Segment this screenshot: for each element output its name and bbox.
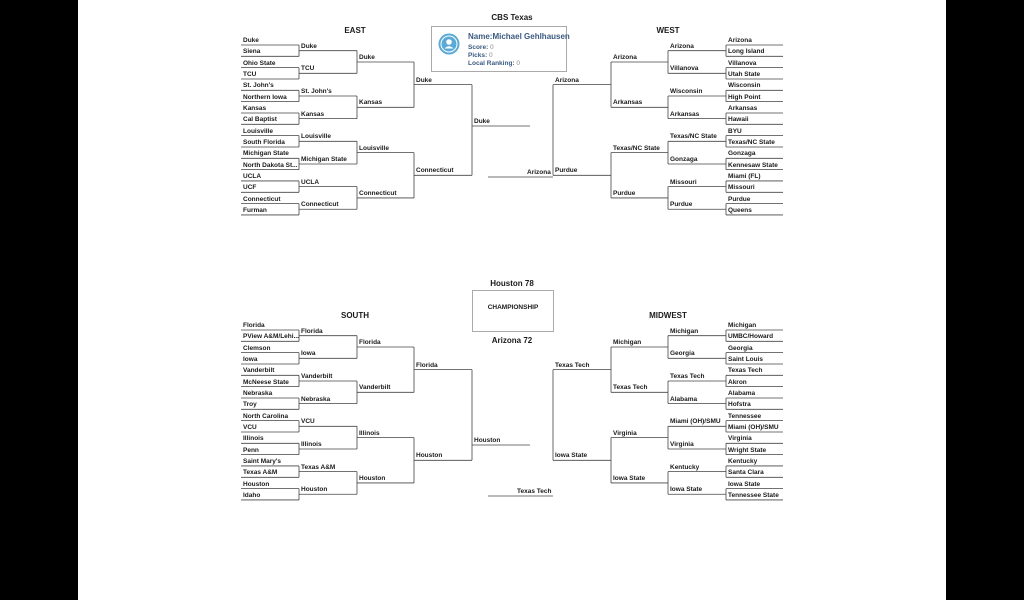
south-e8-team[interactable]: Florida [416, 361, 438, 369]
east-r64-team[interactable]: North Dakota St... [243, 161, 298, 169]
south-s16-team[interactable]: Florida [359, 338, 381, 346]
user-local-ranking: Local Ranking: 0 [468, 60, 521, 67]
midwest-r64-team[interactable]: Alabama [728, 389, 756, 397]
south-r32-team[interactable]: Florida [301, 327, 323, 335]
south-r64-team[interactable]: Penn [243, 446, 259, 454]
east-r64-team[interactable]: Connecticut [243, 195, 281, 203]
midwest-r32-team[interactable]: Virginia [670, 440, 694, 448]
east-e8-team[interactable]: Connecticut [416, 167, 454, 175]
east-s16-team[interactable]: Kansas [359, 99, 383, 107]
west-r32-team[interactable]: Purdue [670, 201, 693, 209]
east-r32-team[interactable]: Michigan State [301, 155, 347, 163]
midwest-r64-team[interactable]: Saint Louis [728, 355, 764, 363]
championship-bottom-score: Arizona 72 [491, 336, 533, 345]
east-r64-team[interactable]: Ohio State [243, 59, 276, 67]
east-r32-team[interactable]: Duke [301, 42, 317, 50]
west-r64-team[interactable]: Hawaii [728, 116, 749, 124]
midwest-s16-team[interactable]: Virginia [613, 429, 637, 437]
east-r32-team[interactable]: Connecticut [301, 201, 339, 209]
west-r32-team[interactable]: Villanova [670, 65, 699, 73]
region-south-header: SOUTH [341, 311, 369, 320]
east-r32-team[interactable]: UCLA [301, 178, 320, 186]
south-r64-team[interactable]: Florida [243, 322, 265, 329]
west-s16-team[interactable]: Purdue [613, 189, 636, 197]
south-e8-team[interactable]: Houston [416, 452, 443, 460]
south-r64-team[interactable]: Troy [243, 401, 257, 409]
championship-box[interactable] [472, 290, 554, 332]
midwest-r64-team[interactable]: Michigan [728, 322, 757, 329]
west-r32-team[interactable]: Arizona [670, 42, 694, 50]
east-r32-team[interactable]: TCU [301, 65, 315, 73]
west-r64-team[interactable]: Kennesaw State [728, 161, 778, 169]
midwest-r64-team[interactable]: Georgia [728, 344, 753, 352]
south-r64-team[interactable]: Texas A&M [243, 469, 278, 477]
west-r64-team[interactable]: Arkansas [728, 104, 758, 112]
east-r64-team[interactable]: Michigan State [243, 150, 289, 158]
south-r32-team[interactable]: VCU [301, 418, 315, 426]
midwest-r64-team[interactable]: Kentucky [728, 457, 758, 465]
east-r32-team[interactable]: Kansas [301, 110, 325, 118]
final-four-east[interactable]: Duke [474, 118, 490, 125]
south-r32-team[interactable]: Vanderbilt [301, 372, 333, 380]
east-s16-team[interactable]: Connecticut [359, 189, 397, 197]
east-s16-team[interactable]: Duke [359, 53, 375, 61]
south-r32-team[interactable]: Iowa [301, 350, 316, 358]
south-s16-team[interactable]: Illinois [359, 429, 380, 437]
midwest-r64-team[interactable]: UMBC/Howard [728, 333, 774, 341]
championship-label: CHAMPIONSHIP [487, 304, 539, 311]
west-r64-team[interactable]: Utah State [728, 70, 761, 78]
east-r64-team[interactable]: TCU [243, 70, 257, 78]
midwest-r32-team[interactable]: Miami (OH)/SMU [670, 418, 721, 426]
west-r64-team[interactable]: Arizona [728, 37, 752, 44]
east-r64-team[interactable]: Duke [243, 37, 259, 44]
west-s16-team[interactable]: Arizona [613, 53, 637, 61]
south-r64-team[interactable]: North Carolina [243, 412, 289, 420]
south-r64-team[interactable]: Saint Mary's [243, 457, 282, 465]
west-r64-team[interactable]: Miami (FL) [728, 172, 761, 180]
south-r64-team[interactable]: Iowa [243, 355, 258, 363]
user-picks: Picks: 0 [468, 52, 493, 59]
west-r64-team[interactable]: Gonzaga [728, 150, 756, 158]
south-r64-team[interactable]: Houston [243, 480, 270, 488]
east-r64-team[interactable]: Siena [243, 48, 261, 56]
west-e8-team[interactable]: Arizona [555, 76, 579, 84]
midwest-s16-team[interactable]: Iowa State [613, 474, 646, 482]
south-r64-team[interactable]: Illinois [243, 435, 264, 443]
user-name: Name:Michael Gehlhausen [468, 32, 570, 41]
midwest-e8-team[interactable]: Iowa State [555, 452, 588, 460]
east-r64-team[interactable]: St. John's [243, 82, 274, 90]
west-r64-team[interactable]: High Point [728, 93, 761, 101]
midwest-r64-team[interactable]: Tennessee State [728, 491, 779, 499]
midwest-r64-team[interactable]: Hofstra [728, 401, 751, 409]
east-r64-team[interactable]: Furman [243, 206, 267, 214]
east-r64-team[interactable]: Louisville [243, 127, 273, 135]
west-r64-team[interactable]: Wisconsin [728, 82, 761, 90]
midwest-s16-team[interactable]: Michigan [613, 338, 642, 346]
final-four-south[interactable]: Houston [474, 437, 501, 444]
west-r32-team[interactable]: Arkansas [670, 110, 700, 118]
south-r32-team[interactable]: Texas A&M [301, 463, 336, 471]
championship-top-score: Houston 78 [490, 279, 534, 288]
final-four-midwest[interactable]: Texas Tech [517, 488, 552, 495]
east-r32-team[interactable]: Louisville [301, 133, 331, 141]
south-r64-team[interactable]: PView A&M/Lehi... [243, 333, 299, 341]
east-r32-team[interactable]: St. John's [301, 87, 332, 95]
south-s16-team[interactable]: Vanderbilt [359, 384, 391, 392]
midwest-r64-team[interactable]: Akron [728, 378, 747, 386]
bracket-title: CBS Texas [491, 13, 533, 22]
user-info-card [431, 26, 570, 72]
south-r64-team[interactable]: Nebraska [243, 389, 273, 397]
east-r64-team[interactable]: Northern Iowa [243, 93, 287, 101]
south-r64-team[interactable]: Vanderbilt [243, 367, 275, 375]
region-midwest-header: MIDWEST [649, 311, 687, 320]
south-r32-team[interactable]: Illinois [301, 440, 322, 448]
midwest-r32-team[interactable]: Kentucky [670, 463, 700, 471]
east-s16-team[interactable]: Louisville [359, 144, 389, 152]
west-s16-team[interactable]: Arkansas [613, 99, 643, 107]
west-r64-team[interactable]: Purdue [728, 195, 751, 203]
midwest-r64-team[interactable]: Iowa State [728, 480, 761, 488]
west-s16-team[interactable]: Texas/NC State [613, 144, 660, 152]
east-r64-team[interactable]: South Florida [243, 138, 285, 146]
user-score: Score: 0 [468, 44, 494, 51]
west-r32-team[interactable]: Wisconsin [670, 87, 703, 95]
midwest-r64-team[interactable]: Texas Tech [728, 367, 763, 375]
region-east-header: EAST [344, 26, 366, 35]
south-r64-team[interactable]: Idaho [243, 491, 261, 499]
east-e8-team[interactable]: Duke [416, 76, 432, 84]
west-r64-team[interactable]: Long Island [728, 48, 765, 56]
final-four-west[interactable]: Arizona [527, 169, 551, 176]
midwest-s16-team[interactable]: Texas Tech [613, 384, 648, 392]
east-r64-team[interactable]: UCLA [243, 172, 262, 180]
west-r32-team[interactable]: Texas/NC State [670, 133, 717, 141]
midwest-r64-team[interactable]: Miami (OH)/SMU [728, 423, 779, 431]
west-r64-team[interactable]: Queens [728, 206, 752, 214]
bracket-page [78, 0, 946, 600]
west-r64-team[interactable]: Villanova [728, 59, 757, 67]
midwest-r32-team[interactable]: Georgia [670, 350, 695, 358]
midwest-r32-team[interactable]: Texas Tech [670, 372, 705, 380]
south-r64-team[interactable]: McNeese State [243, 378, 289, 386]
east-r64-team[interactable]: Kansas [243, 104, 267, 112]
south-r64-team[interactable]: VCU [243, 423, 257, 431]
region-west-header: WEST [656, 26, 680, 35]
west-r32-team[interactable]: Missouri [670, 178, 697, 186]
east-r64-team[interactable]: UCF [243, 184, 257, 192]
midwest-e8-team[interactable]: Texas Tech [555, 361, 590, 369]
west-r64-team[interactable]: Missouri [728, 184, 755, 192]
east-r64-team[interactable]: Cal Baptist [243, 116, 277, 124]
midwest-r64-team[interactable]: Tennessee [728, 412, 762, 420]
midwest-r64-team[interactable]: Wright State [728, 446, 767, 454]
south-r32-team[interactable]: Nebraska [301, 395, 331, 403]
user-avatar-icon [438, 33, 460, 55]
midwest-r64-team[interactable]: Virginia [728, 435, 752, 443]
south-r32-team[interactable]: Houston [301, 486, 328, 494]
west-r32-team[interactable]: Gonzaga [670, 155, 698, 163]
midwest-r64-team[interactable]: Santa Clara [728, 469, 764, 477]
west-e8-team[interactable]: Purdue [555, 167, 578, 175]
south-r64-team[interactable]: Clemson [243, 344, 271, 352]
midwest-r32-team[interactable]: Iowa State [670, 486, 703, 494]
midwest-r32-team[interactable]: Alabama [670, 395, 698, 403]
west-r64-team[interactable]: BYU [728, 127, 742, 135]
midwest-r32-team[interactable]: Michigan [670, 327, 699, 335]
south-s16-team[interactable]: Houston [359, 474, 386, 482]
west-r64-team[interactable]: Texas/NC State [728, 138, 775, 146]
